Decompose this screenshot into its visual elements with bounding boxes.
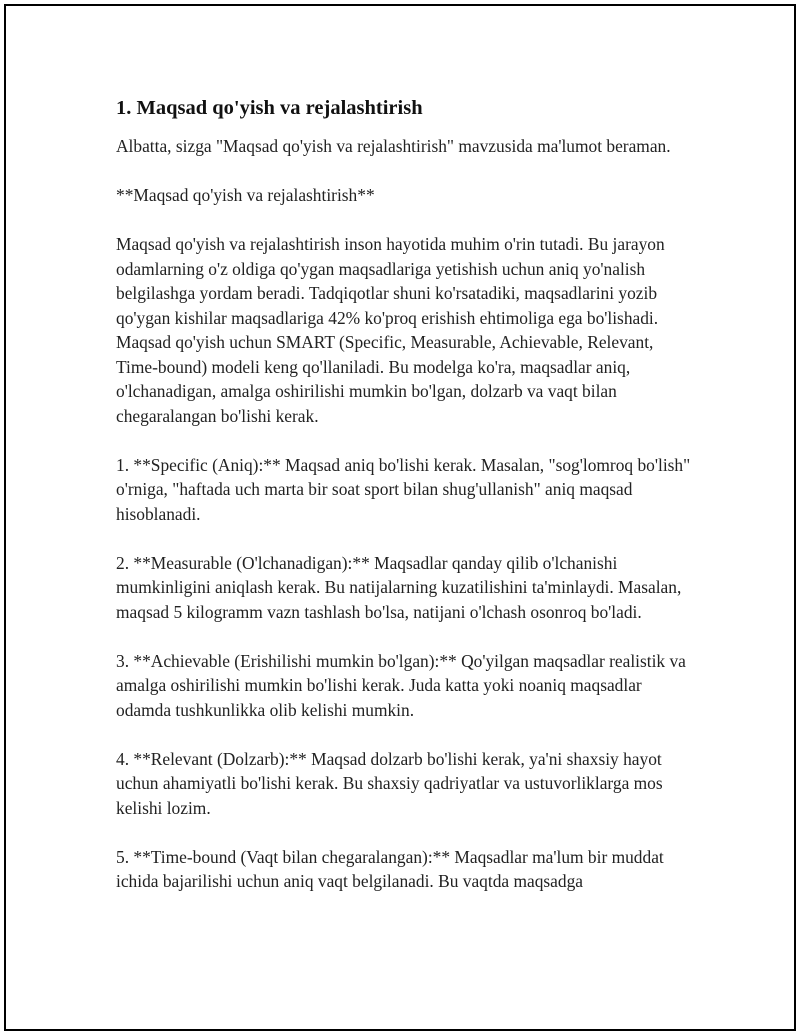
overview-paragraph: Maqsad qo'yish va rejalashtirish inson hayotida muhim o'rin tutadi. Bu jarayon odamlarning o'z oldiga qo'ygan maqsadlariga yetishish uchun aniq yo'nalish belgilashga yordam beradi. Tadqiqotlar shuni ko'rsatadiki, maqsadlarini yozib qo'ygan kishilar maqsadlariga 42% ko'proq erishish ehtimoliga ega bo'lishadi. Maqsad qo'yish uchun SMART (Specific, Measurable, Achievable, Relevant, Time-bound) modeli keng qo'llaniladi. Bu modelga ko'ra, maqsadlar aniq, o'lchanadigan, amalga oshirilishi mumkin bo'lgan, dolzarb va vaqt bilan chegaralangan bo'lishi kerak. xyxy=(116,234,665,426)
document-body xyxy=(116,88,696,918)
achievable-paragraph: 3. **Achievable (Erishilishi mumkin bo'lgan):** Qo'yilgan maqsadlar realistik va amalga oshirilishi mumkin bo'lishi kerak. Juda katta yoki noaniq maqsadlar odamda tushkunlikka olib kelishi mumkin. xyxy=(116,650,686,720)
intro-paragraph: Albatta, sizga "Maqsad qo'yish va rejalashtirish" mavzusida ma'lumot beraman. xyxy=(116,136,671,156)
relevant-paragraph: 4. **Relevant (Dolzarb):** Maqsad dolzarb bo'lishi kerak, ya'ni shaxsiy hayot uchun ahamiyatli bo'lishi kerak. Bu shaxsiy qadriyatlar va ustuvorliklarga mos kelishi lozim. xyxy=(116,748,663,818)
time-bound-paragraph: 5. **Time-bound (Vaqt bilan chegaralangan):** Maqsadlar ma'lum bir muddat ichida bajarilishi uchun aniq vaqt belgilanadi. Bu vaqtda maqsadga xyxy=(116,846,664,891)
specific-paragraph: 1. **Specific (Aniq):** Maqsad aniq bo'lishi kerak. Masalan, "sog'lomroq bo'lish" o'rniga, "haftada uch marta bir soat sport bilan shug'ullanish" aniq maqsad hisoblanadi. xyxy=(116,454,691,524)
measurable-paragraph: 2. **Measurable (O'lchanadigan):** Maqsadlar qanday qilib o'lchanishi mumkinligini aniqlash kerak. Bu natijalarning kuzatilishini ta'minlaydi. Masalan, maqsad 5 kilogramm vazn tashlash bo'lsa, natijani o'lchash osonroq bo'ladi. xyxy=(116,552,682,622)
section-heading: 1. Maqsad qo'yish va rejalashtirish xyxy=(116,97,423,119)
subtitle-paragraph: **Maqsad qo'yish va rejalashtirish** xyxy=(116,185,375,205)
